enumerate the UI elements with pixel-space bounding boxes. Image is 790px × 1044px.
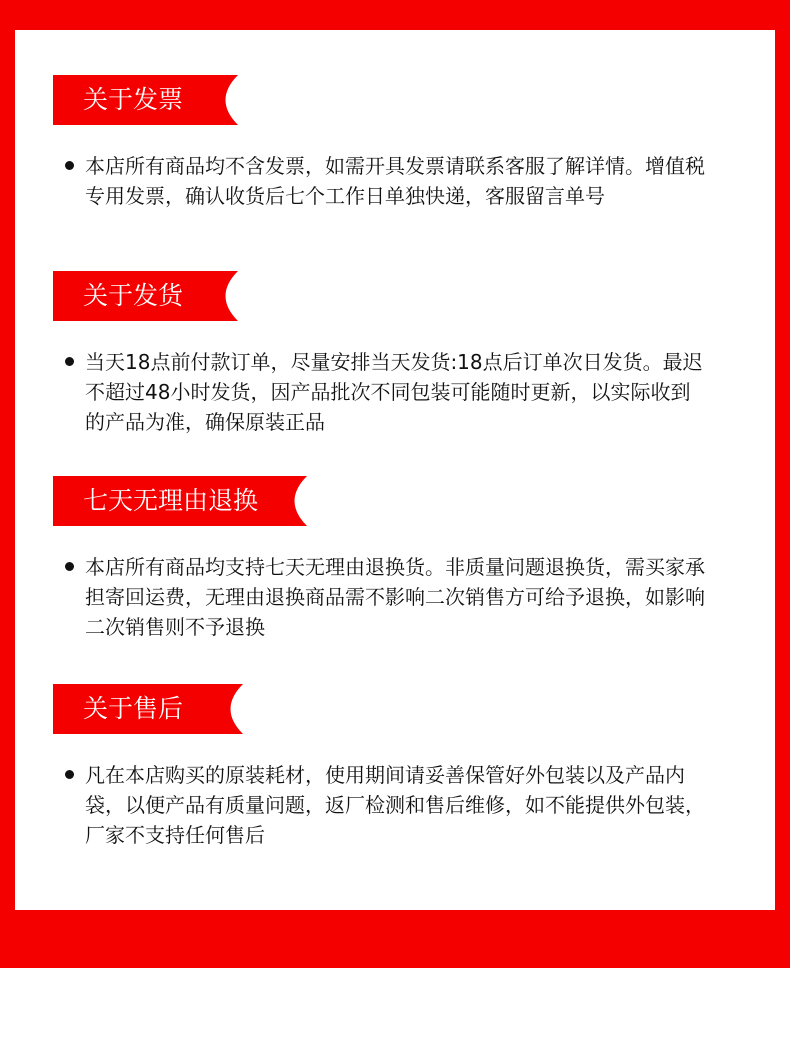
section-banner <box>53 684 243 734</box>
section-title: 七天无理由退换 <box>83 486 259 515</box>
bullet-list <box>65 347 705 437</box>
section-title: 关于发票 <box>83 85 184 114</box>
item-text: 本店所有商品均不含发票，如需开具发票请联系客服了解详情。增值税专用发票，确认收货后七个工作日单独快递，客服留言单号 <box>85 154 705 208</box>
bullet-icon <box>65 770 74 779</box>
bullet-icon <box>65 161 74 170</box>
bullet-list <box>65 151 705 211</box>
bullet-list <box>65 552 705 642</box>
item-text: 当天18点前付款订单，尽量安排当天发货:18点后订单次日发货。最迟不超过48小时发货，因产品批次不同包装可能随时更新，以实际收到的产品为准，确保原装正品 <box>85 350 703 434</box>
section-title: 关于售后 <box>83 694 184 723</box>
section-banner <box>53 271 238 321</box>
content-panel <box>15 30 775 910</box>
list-item <box>65 151 705 211</box>
section-banner <box>53 75 238 125</box>
item-text: 本店所有商品均支持七天无理由退换货。非质量问题退换货，需买家承担寄回运费，无理由退换商品需不影响二次销售方可给予退换，如影响二次销售则不予退换 <box>85 555 705 639</box>
bullet-icon <box>65 562 74 571</box>
bullet-list <box>65 760 705 850</box>
list-item <box>65 552 705 642</box>
section-banner <box>53 476 307 526</box>
section-title: 关于发货 <box>83 281 184 310</box>
bullet-icon <box>65 357 74 366</box>
item-text: 凡在本店购买的原装耗材，使用期间请妥善保管好外包装以及产品内袋，以便产品有质量问题，返厂检测和售后维修，如不能提供外包装，厂家不支持任何售后 <box>85 763 705 847</box>
list-item <box>65 347 705 437</box>
list-item <box>65 760 705 850</box>
